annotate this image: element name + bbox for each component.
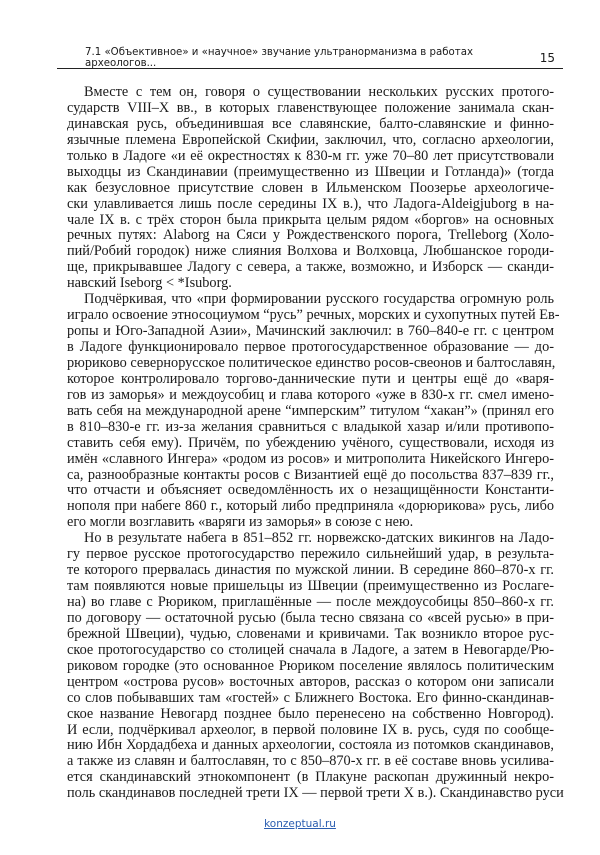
paragraph [67,530,564,802]
text-line: что отчасти и объясняет осведомлённость их о незащищённости Константи- [67,482,554,499]
text-line: а также из славян и балтославян, то с 850–870-х гг. в её составе вновь усилива- [67,753,554,770]
text-line: центром «острова русов» восточных авторов, рассказ о котором они записали [67,673,554,690]
text-line: как безусловное присутствие словен в Ильменском Поозерье археологиче- [67,179,554,196]
text-line: динавская русь, объединившая все славянские, балто-славянские и финно- [67,115,554,132]
text-line: ставить себя ему). Причём, по убеждению учёного, существовали, исходя из [67,434,554,451]
text-line: его могли возглавить «варяги из заморья» в союзе с нею. [67,514,414,531]
text-line: поль скандинавов последней трети IX — первой трети X в.). Скандинавство руси [67,785,564,802]
text-line: ропы и Юго-Западной Азии», Мачинский заключил: в 760–840-е гг. с центром [67,323,554,340]
text-line: гу первое русское протогосударство пережило сильнейший удар, в результа- [67,546,554,563]
text-line: которое контролировало торгово-даннические пути и центры ещё до «варя- [67,370,554,387]
text-line: Вместе с тем он, говоря о существовании нескольких русских протого- [84,84,554,100]
text-line: чале IX в. с трёх сторон была прикрыта целым рядом «боргов» на основных [67,211,554,228]
text-line: нополя при набеге 860 г., который либо предприняла «дорюрикова» русь, либо [67,498,554,515]
paragraph [67,85,554,292]
text-line: в 810–830-е гг. из-за желания сравниться с владыкой хазар и/или противопо- [67,418,554,435]
text-line: на) во главе с Рюриком, приглашённые — после междоусобицы 850–860-х гг. [67,594,554,610]
text-line: в Ладоге функционировало первое протогосударственное образование — до- [67,339,554,355]
text-line: ется скандинавский этнокомпонент (в Плакуне раскопан дружинный некро- [67,769,554,786]
text-line: брежной Швеции), чудью, словенами и кривичами. Так возникло второе рус- [67,625,554,642]
text-line: пий/Робий городок) ниже слияния Волхова и Волховца, Любшанское городи- [67,243,554,260]
text-line: ское название Невогард позднее было перенесено на собственно Новгород). [67,705,554,722]
text-line: ще, прикрывавшее Ладогу с севера, а также, возможно, и Изборск — сканди- [67,259,554,276]
text-line: сударств VIII–X вв., в которых главенствующее положение занимала скан- [67,99,554,116]
text-line: рюриково севернорусское политическое единство росов-свеонов и балтославян, [67,354,556,371]
text-line: играло освоение этносоциумом “русь” речных, морских и сухопутных путей Ев- [67,307,560,324]
text-line: ски улавливается лишь после середины IX в.), что Ладога-Aldeigjuborg в на- [67,195,554,212]
text-line: язычные племена Европейской Скифии, заключил, что, согласно археологии, [67,131,554,148]
text-line: Подчёркивая, что «при формировании русского государства огромную роль [84,291,554,308]
text-line: вать себя на международной арене “имперским” титулом “хакан”» (принял его [67,402,554,419]
text-line: по договору — остаточной русью (была тесно связана со «всей русью» в при- [67,609,554,626]
text-line: гов из заморья» и междоусобиц и глава которого «уже в 830-х гг. смел имено- [67,386,554,403]
page-body [67,84,564,802]
text-line: са, разнообразные контакты росов с Византией ещё до посольства 837–839 гг., [67,466,554,483]
footer-link[interactable]: konzeptual.ru [264,818,336,830]
text-line: И если, подчёркивал археолог, в первой половине IX в. русь, судя по сообще- [67,721,554,738]
text-line: имён «славного Ингера» «родом из росов» и митрополита Никейского Ингеро- [67,450,554,467]
paragraph [67,291,560,531]
text-line: там появляются новые пришельцы из Швеции (преимущественно из Рослаге- [67,578,554,595]
page-number: 15 [539,51,555,65]
text-line: навский Iseborg < *Isuborg. [67,275,232,292]
text-line: те которого прервалась династия по мужской линии. В середине 860–870-х гг. [67,562,554,579]
text-line: выходцы из Скандинавии (преимущественно из Швеции и Готланда)» (тогда [67,163,554,180]
text-line: Но в результате набега в 851–852 гг. норвежско-датских викингов на Ладо- [84,530,554,547]
text-line: только в Ладоге «и её окрестностях к 830-м гг. уже 70–80 лет присутствовали [67,147,554,164]
running-title: 7.1 «Объективное» и «научное» звучание ультранорманизма в работах археологов... [85,47,473,69]
text-line: нию Ибн Хордадбеха и данных археологии, состояла из потомков скандинавов, [67,737,554,754]
footer [0,818,600,830]
text-line: речных путях: Alaborg на Сяси у Рождественского порога, Trelleborg (Холо- [67,227,554,244]
text-line: риковом городке (это основанное Рюриком поселение являлось политическим [67,657,554,674]
running-header [57,48,563,69]
text-line: ское протогосударство со столицей сначала в Ладоге, а затем в Невогарде/Рю- [67,641,554,658]
text-line: со слов побывавших там «гостей» с Ближнего Востока. Его финно-скандинав- [67,689,554,706]
